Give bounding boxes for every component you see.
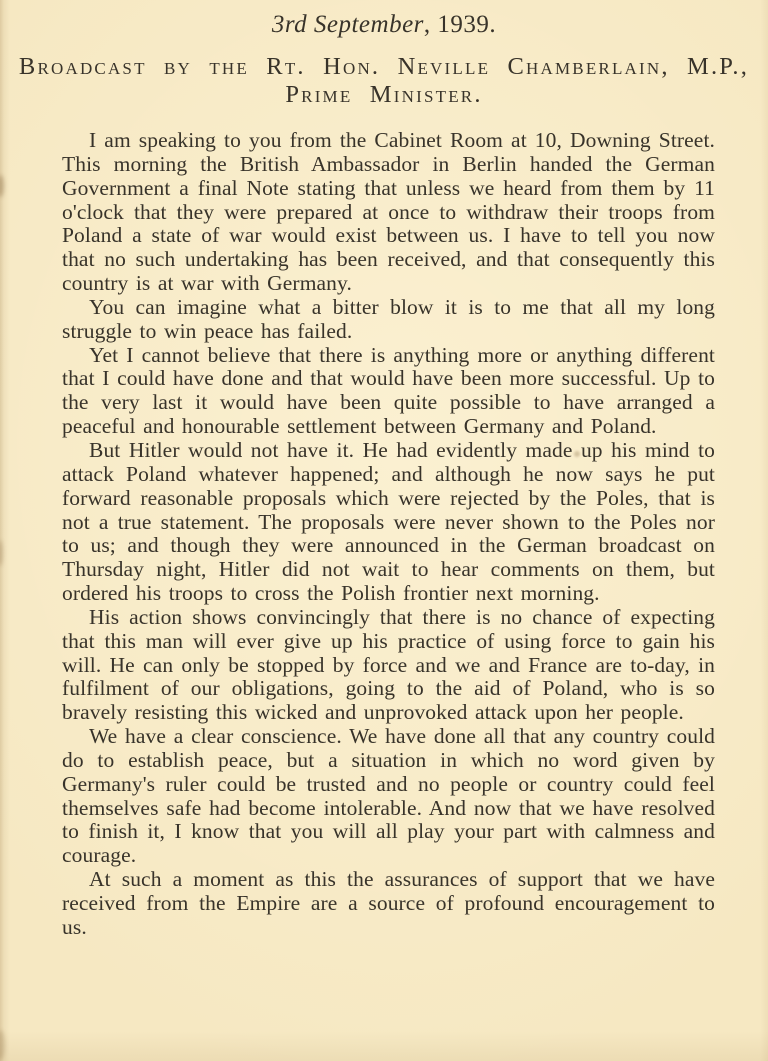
paragraph-6: We have a clear conscience. We have done all that any country could do to establish peace, but a situation in which no word given by Germany's ruler could be trusted and no people or country could feel themselves safe had become intolerable. And now that we have resolved to finish it, I know that you will all play your part with calmness and courage. <box>62 724 715 868</box>
paragraph-5: His action shows convincingly that there is no chance of expecting that this man will ever give up his practice of using force to gain his will. He can only be stopped by force and we and France are to-day, in fulfilment of our obligations, going to the aid of Poland, who is so bravely resisting this wicked and unprovoked attack upon her people. <box>62 604 715 725</box>
date-line <box>0 0 768 39</box>
title-line-2: Prime Minister. <box>285 81 483 108</box>
document-title <box>0 53 768 109</box>
paragraph-3: Yet I cannot believe that there is anything more or anything different that I could have done and that would have been more successful. Up to the very last it would have been quite possible to have arranged a peaceful and honourable settlement between Germany and Poland. <box>62 342 715 439</box>
title-line-1: Broadcast by the Rt. Hon. Neville Chamberlain, M.P., <box>18 53 750 80</box>
speech-body <box>0 129 768 940</box>
paragraph-7: At such a moment as this the assurances of support that we have received from the Empire are a source of profound encouragement to us. <box>62 867 715 939</box>
scan-smudge <box>0 1030 5 1060</box>
paragraph-4: But Hitler would not have it. He had evidently made up his mind to attack Poland whatever happened; and although he now says he put forward reasonable proposals which were rejected by the Poles, that is not a true statement. The proposals were never shown to the Poles nor to us; and though they were announced in the German broadcast on Thursday night, Hitler did not wait to hear comments on them, but ordered his troops to cross the Polish frontier next morning. <box>62 437 715 606</box>
paragraph-2: You can imagine what a bitter blow it is to me that all my long struggle to win peace has failed. <box>62 294 715 343</box>
paragraph-1: I am speaking to you from the Cabinet Room at 10, Downing Street. This morning the British Ambassador in Berlin handed the German Government a final Note stating that unless we heard from them by 11 o'clock that they were prepared at once to withdraw their troops from Poland a state of war would exist between us. I have to tell you now that no such undertaking has been received, and that consequently this country is at war with Germany. <box>62 128 715 296</box>
date-year: , 1939. <box>423 11 497 38</box>
date-day-month: 3rd September <box>271 11 424 38</box>
